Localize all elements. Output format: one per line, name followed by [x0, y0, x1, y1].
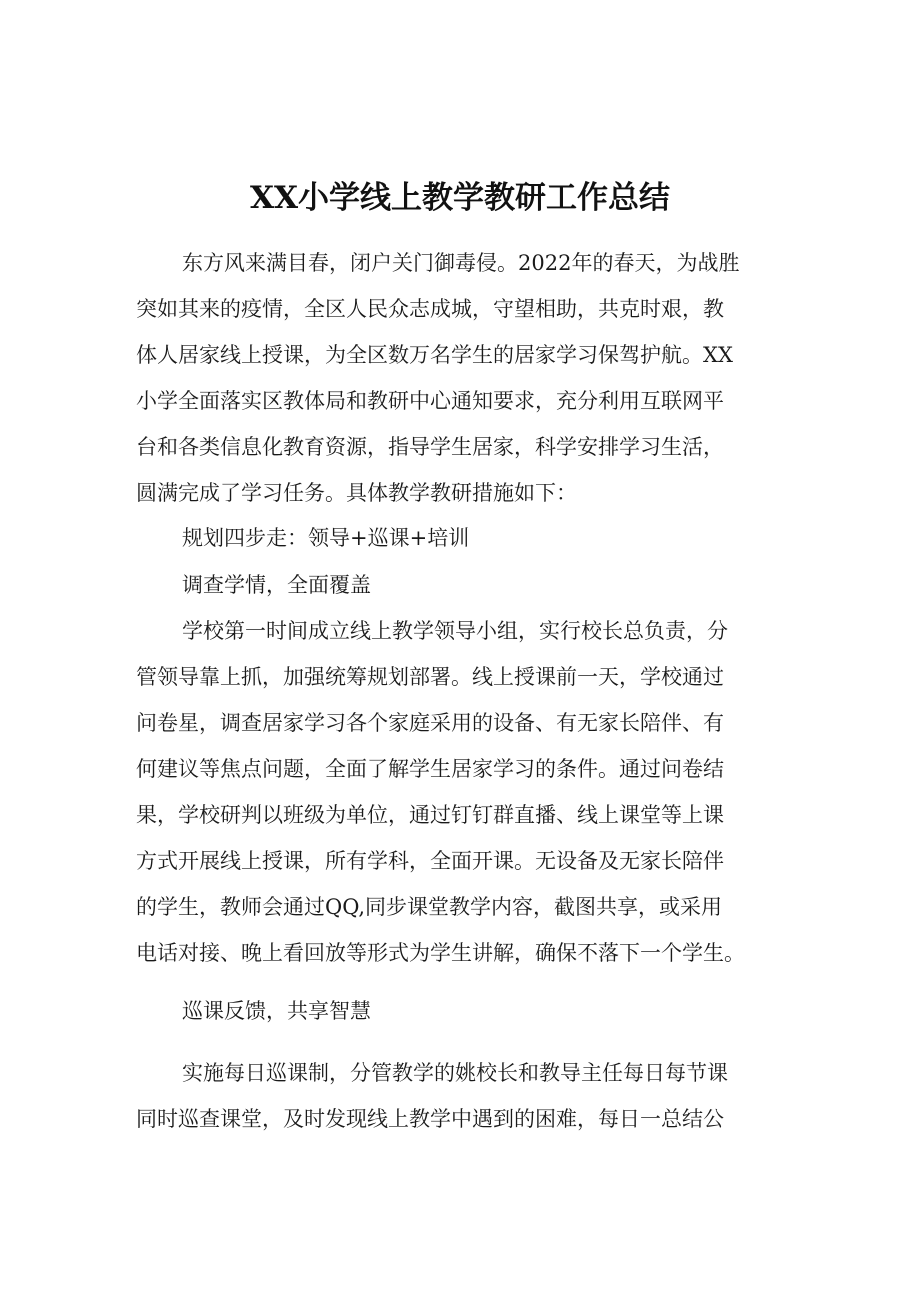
section-heading-survey: 调查学情，全面覆盖	[182, 573, 371, 597]
text-line: 东方风来满目春，闭户关门御毒侵。2022年的春天，为战胜	[182, 251, 740, 275]
text-line: 突如其来的疫情，全区人民众志成城，守望相助，共克时艰，教	[136, 297, 724, 321]
text-line: 电话对接、晚上看回放等形式为学生讲解，确保不落下一个学生。	[136, 941, 745, 965]
text-line: 学校第一时间成立线上教学领导小组，实行校长总负责，分	[182, 619, 728, 643]
text-line: 小学全面落实区教体局和教研中心通知要求，充分利用互联网平	[136, 389, 724, 413]
text-line: 体人居家线上授课，为全区数万名学生的居家学习保驾护航。XX	[136, 343, 733, 367]
text-line: 同时巡查课堂，及时发现线上教学中遇到的困难，每日一总结公	[136, 1107, 724, 1131]
text-line: 实施每日巡课制，分管教学的姚校长和教导主任每日每节课	[182, 1061, 728, 1085]
text-line: 管领导靠上抓，加强统筹规划部署。线上授课前一天，学校通过	[136, 665, 724, 689]
text-line: 台和各类信息化教育资源，指导学生居家，科学安排学习生活，	[136, 435, 724, 459]
document-title: XX小学线上教学教研工作总结	[249, 180, 671, 216]
text-line: 的学生，教师会通过QQ,同步课堂教学内容，截图共享，或采用	[136, 895, 723, 919]
paragraph-intro	[136, 240, 786, 516]
paragraph-patrol	[136, 1050, 786, 1142]
text-line: 方式开展线上授课，所有学科，全面开课。无设备及无家长陪伴	[136, 849, 724, 873]
text-line: 问卷星，调查居家学习各个家庭采用的设备、有无家长陪伴、有	[136, 711, 724, 735]
text-line: 圆满完成了学习任务。具体教学教研措施如下：	[136, 481, 577, 505]
text-line: 果，学校研判以班级为单位，通过钉钉群直播、线上课堂等上课	[136, 803, 724, 827]
paragraph-survey	[136, 608, 786, 976]
text-line: 何建议等焦点问题，全面了解学生居家学习的条件。通过问卷结	[136, 757, 724, 781]
section-heading-plan: 规划四步走：领导+巡课+培训	[182, 526, 470, 550]
section-heading-patrol: 巡课反馈，共享智慧	[182, 999, 371, 1023]
